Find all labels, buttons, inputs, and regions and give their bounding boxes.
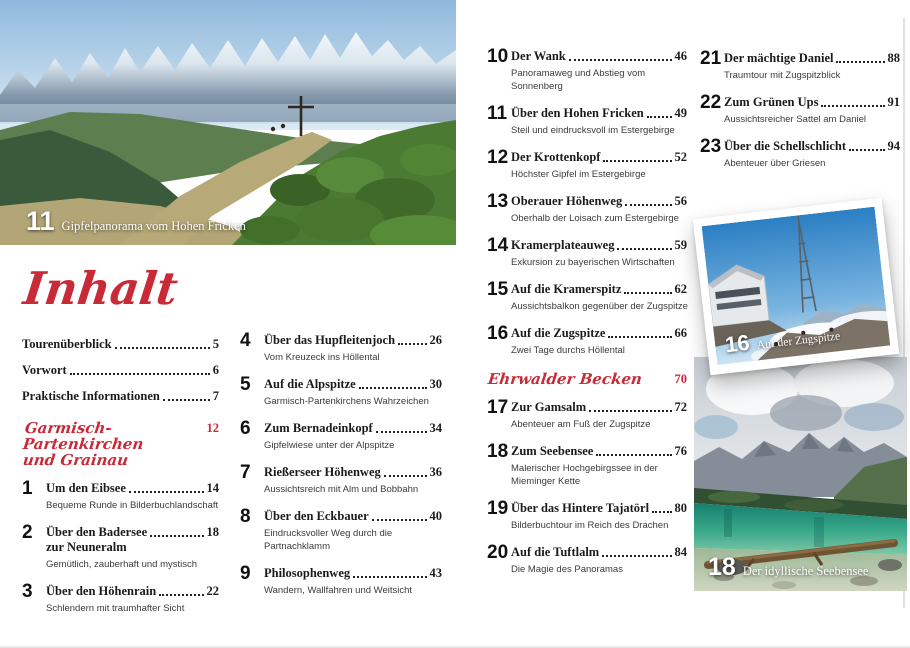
tour-title: Zum Grünen Ups <box>724 95 819 109</box>
lake-photo-caption <box>708 554 868 581</box>
tour-title: Auf die Zugspitze <box>511 326 606 340</box>
tour-number: 20 <box>487 542 509 563</box>
tour-number: 8 <box>240 506 251 527</box>
tour-number: 3 <box>22 581 33 602</box>
hero-photo-caption <box>26 208 246 235</box>
tour-number: 10 <box>487 46 509 67</box>
tour-page: 18 <box>206 525 219 539</box>
section-garmisch-heading <box>22 420 219 468</box>
front-matter-row <box>22 362 219 378</box>
toc-entry-4 <box>240 332 442 364</box>
front-matter-row <box>22 388 219 404</box>
dot-leader <box>596 454 671 456</box>
tour-title: Auf die Tuftlalm <box>511 545 600 559</box>
tour-subtitle: Vom Kreuzeck ins Höllental <box>264 352 380 363</box>
hero-caption-text: Gipfelpanorama vom Hohen Fricken <box>61 219 246 233</box>
toc-entry-20 <box>487 544 687 576</box>
tour-subtitle: Die Magie des Panoramas <box>511 564 623 575</box>
dot-leader <box>353 576 426 578</box>
tour-title: Zur Gamsalm <box>511 400 587 414</box>
tour-subtitle: Gipfelwiese unter der Alpspitze <box>264 440 395 451</box>
tour-page: 59 <box>674 238 687 252</box>
tour-page: 76 <box>674 444 687 458</box>
front-matter-label: Tourenüberblick <box>22 337 112 351</box>
toc-entry-9 <box>240 565 442 597</box>
tour-subtitle: Panoramaweg und Abstieg vom <box>511 68 646 79</box>
tour-title: Rießerseer Höhenweg <box>264 465 381 479</box>
toc-entry-22 <box>700 94 900 126</box>
polaroid-tour-number: 16 <box>723 329 751 358</box>
tour-page: 46 <box>674 49 687 63</box>
tour-number: 21 <box>700 48 722 69</box>
tour-subtitle: Aussichtsreich mit Alm und Bobbahn <box>264 484 419 495</box>
toc-entry-7 <box>240 464 442 496</box>
tour-subtitle: Abenteuer über Griesen <box>724 158 826 169</box>
tour-page: 91 <box>887 95 900 109</box>
tour-subtitle: Eindrucksvoller Weg durch die <box>264 528 393 539</box>
tour-page: 94 <box>887 139 900 153</box>
polaroid-caption-text: Auf der Zugspitze <box>756 330 841 352</box>
front-matter-label: Vorwort <box>22 363 67 377</box>
tour-page: 66 <box>674 326 687 340</box>
tour-page: 14 <box>206 481 219 495</box>
tour-page: 43 <box>429 566 442 580</box>
tour-number: 23 <box>700 136 722 157</box>
tour-subtitle-line2: Mieminger Kette <box>511 476 581 487</box>
dot-leader <box>821 105 884 107</box>
hero-photo-mountain-panorama <box>0 0 456 245</box>
tour-subtitle: Höchster Gipfel im Estergebirge <box>511 169 646 180</box>
dot-leader <box>359 387 427 389</box>
tour-title: Philosophenweg <box>264 566 351 580</box>
dot-leader <box>836 61 884 63</box>
tour-number: 7 <box>240 462 251 483</box>
tour-number: 22 <box>700 92 722 113</box>
toc-entry-5 <box>240 376 442 408</box>
front-matter-page: 6 <box>212 363 219 377</box>
tour-number: 9 <box>240 563 251 584</box>
dot-leader <box>150 535 203 537</box>
tour-title: Über das Hupfleitenjoch <box>264 333 396 347</box>
dot-leader <box>384 475 427 477</box>
dot-leader <box>569 59 672 61</box>
dot-leader <box>159 594 203 596</box>
front-matter-page: 7 <box>212 389 219 403</box>
tour-subtitle: Bequeme Runde in Bilderbuchlandschaft <box>46 500 219 511</box>
tour-page: 88 <box>887 51 900 65</box>
tour-subtitle: Exkursion zu bayerischen Wirtschaften <box>511 257 675 268</box>
tour-page: 52 <box>674 150 687 164</box>
right-page-column-1 <box>487 48 687 588</box>
dot-leader <box>603 160 671 162</box>
tour-number: 12 <box>487 147 509 168</box>
tour-subtitle: Aussichtsbalkon gegenüber der Zugspitze <box>511 301 688 312</box>
dot-leader <box>163 399 210 401</box>
tour-number: 5 <box>240 374 251 395</box>
dot-leader <box>647 116 672 118</box>
section-page-number: 70 <box>674 372 687 386</box>
toc-entry-10 <box>487 48 687 93</box>
tour-title: Über den Hohen Fricken <box>511 106 644 120</box>
dot-leader <box>624 292 671 294</box>
dot-leader <box>70 373 210 375</box>
tour-title: Über die Schellschlicht <box>724 139 846 153</box>
tour-subtitle: Malerischer Hochgebirgssee in der <box>511 463 658 474</box>
tour-title: Über den Badersee <box>46 525 148 539</box>
tour-number: 15 <box>487 279 509 300</box>
tour-subtitle: Zwei Tage durchs Höllental <box>511 345 625 356</box>
dot-leader <box>602 555 671 557</box>
polaroid-photo-zugspitze <box>693 198 900 375</box>
toc-entry-15 <box>487 281 687 313</box>
tour-subtitle: Traumtour mit Zugspitzblick <box>724 70 841 81</box>
dot-leader <box>617 248 671 250</box>
left-page-column-1 <box>22 420 219 627</box>
dot-leader <box>625 204 671 206</box>
tour-subtitle: Steil und eindrucksvoll im Estergebirge <box>511 125 675 136</box>
tour-title: Über den Eckbauer <box>264 509 369 523</box>
tour-subtitle-line2: Partnachklamm <box>264 541 330 552</box>
dot-leader <box>372 519 427 521</box>
tour-subtitle: Oberhalb der Loisach zum Estergebirge <box>511 213 679 224</box>
toc-entry-2 <box>22 524 219 571</box>
section-title-line2: und Grainau <box>21 451 130 469</box>
dot-leader <box>608 336 671 338</box>
toc-entry-8 <box>240 508 442 553</box>
tour-number: 6 <box>240 418 251 439</box>
dot-leader <box>115 347 210 349</box>
dot-leader <box>652 511 671 513</box>
tour-title: Oberauer Höhenweg <box>511 194 623 208</box>
tour-subtitle: Wandern, Wallfahren und Weitsicht <box>264 585 413 596</box>
tour-page: 56 <box>674 194 687 208</box>
tour-number: 13 <box>487 191 509 212</box>
section-page-number: 12 <box>206 421 219 435</box>
tour-title: Über das Hintere Tajatörl <box>511 501 650 515</box>
hiker-figure <box>271 127 275 131</box>
dot-leader <box>376 431 427 433</box>
tour-page: 62 <box>674 282 687 296</box>
tour-number: 1 <box>22 478 33 499</box>
tour-number: 11 <box>487 103 508 124</box>
tour-subtitle: Aussichtsreicher Sattel am Daniel <box>724 114 867 125</box>
toc-entry-6 <box>240 420 442 452</box>
tour-subtitle: Abenteuer am Fuß der Zugspitze <box>511 419 651 430</box>
tour-page: 26 <box>429 333 442 347</box>
contents-title: Inhalt <box>20 262 181 315</box>
front-matter-list <box>22 336 219 414</box>
tour-subtitle: Bilderbuchtour im Reich des Drachen <box>511 520 669 531</box>
tour-number: 19 <box>487 498 509 519</box>
toc-entry-11 <box>487 105 687 137</box>
toc-entry-14 <box>487 237 687 269</box>
hero-tour-number: 11 <box>26 206 55 236</box>
tour-number: 18 <box>487 441 509 462</box>
tour-subtitle: Garmisch-Partenkirchens Wahrzeichen <box>264 396 429 407</box>
section-title-line1: Garmisch-Partenkirchen <box>21 419 145 453</box>
hiker-figure <box>281 124 285 128</box>
toc-entry-3 <box>22 583 219 615</box>
tour-title: Auf die Alpspitze <box>264 377 356 391</box>
toc-entry-1 <box>22 480 219 512</box>
tour-subtitle-line2: Sonnenberg <box>511 81 563 92</box>
toc-entry-19 <box>487 500 687 532</box>
tour-number: 17 <box>487 397 509 418</box>
front-matter-label: Praktische Informationen <box>22 389 160 403</box>
section-title: Ehrwalder Becken <box>486 370 644 388</box>
tour-number: 2 <box>22 522 33 543</box>
tour-number: 4 <box>240 330 251 351</box>
tour-title: Über den Höhenrain <box>46 584 157 598</box>
lake-photo-seebensee <box>694 357 907 591</box>
tour-page: 30 <box>429 377 442 391</box>
tour-page: 49 <box>674 106 687 120</box>
toc-entry-21 <box>700 50 900 82</box>
tour-number: 16 <box>487 323 509 344</box>
tour-title: Um den Eibsee <box>46 481 126 495</box>
front-matter-page: 5 <box>212 337 219 351</box>
tour-title-line2: zur Neuneralm <box>46 540 127 554</box>
tour-title: Zum Bernadeinkopf <box>264 421 373 435</box>
tour-page: 34 <box>429 421 442 435</box>
tour-title: Auf die Kramerspitz <box>511 282 622 296</box>
tour-title: Zum Seebensee <box>511 444 594 458</box>
right-page-column-2 <box>700 50 900 182</box>
tour-title: Kramerplateauweg <box>511 238 615 252</box>
tour-page: 80 <box>674 501 687 515</box>
tour-title: Der Wank <box>511 49 566 63</box>
dot-leader <box>398 343 426 345</box>
dot-leader <box>129 491 204 493</box>
left-page-column-2 <box>240 332 442 609</box>
tour-page: 22 <box>206 584 219 598</box>
tour-page: 36 <box>429 465 442 479</box>
lake-caption-text: Der idyllische Seebensee <box>742 564 869 578</box>
section-ehrwald-heading <box>487 371 687 387</box>
tour-page: 40 <box>429 509 442 523</box>
tour-title: Der mächtige Daniel <box>724 51 834 65</box>
tour-title: Der Krottenkopf <box>511 150 601 164</box>
toc-entry-16 <box>487 325 687 357</box>
dot-leader <box>849 149 885 151</box>
lake-tour-number: 18 <box>708 553 736 581</box>
tour-page: 72 <box>674 400 687 414</box>
tour-subtitle: Gemütlich, zauberhaft und mystisch <box>46 559 198 570</box>
toc-entry-18 <box>487 443 687 488</box>
toc-entry-23 <box>700 138 900 170</box>
tour-page: 84 <box>674 545 687 559</box>
toc-entry-17 <box>487 399 687 431</box>
toc-entry-13 <box>487 193 687 225</box>
front-matter-row <box>22 336 219 352</box>
dot-leader <box>589 410 671 412</box>
toc-entry-12 <box>487 149 687 181</box>
tour-subtitle: Schlendern mit traumhafter Sicht <box>46 603 185 614</box>
tour-number: 14 <box>487 235 509 256</box>
